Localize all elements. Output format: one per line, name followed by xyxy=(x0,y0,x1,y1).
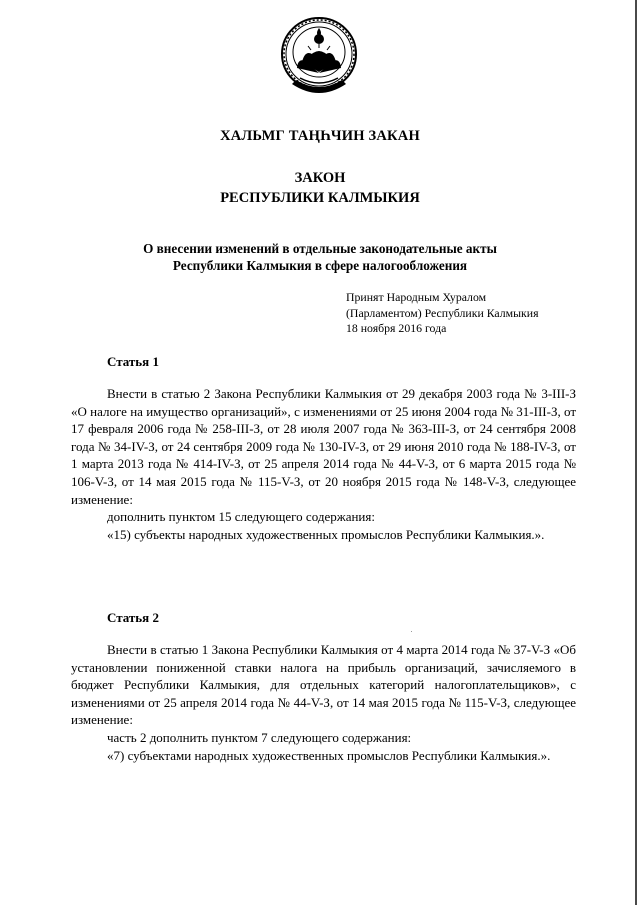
article-2-body xyxy=(71,641,576,764)
law-subject-line1: О внесении изменений в отдельные законодательные акты xyxy=(143,241,497,256)
law-title-line2: РЕСПУБЛИКИ КАЛМЫКИЯ xyxy=(220,190,420,206)
article-1-quote: «15) субъекты народных художественных промыслов Республики Калмыкия.». xyxy=(107,526,545,542)
article-2-title: Статья 2 xyxy=(107,610,159,625)
article-1-paragraph: Внести в статью 2 Закона Республики Калмыкия от 29 декабря 2003 года № 3-III-З «О налоге на имущество организаций», с изменениями от 25 июня 2004 года № 31-III-З, от 17 февраля 2006 года № 258-III-З, от 28 июля 2007 года № 363-III-З, от 24 сентября 2008 года № 34-IV-З, от 24 сентября 2009 года № 130-IV-З, от 29 июня 2010 года № 188-IV-З, от 1 марта 2013 года № 414-IV-З, от 25 апреля 2014 года № 44-V-З, от 6 марта 2015 года № 106-V-З, от 14 мая 2015 года № 115-V-З, от 20 ноября 2015 года № 148-V-З, следующее изменение: xyxy=(71,386,576,507)
scan-speck xyxy=(411,631,412,632)
article-2-paragraph: Внести в статью 1 Закона Республики Калмыкия от 4 марта 2014 года № 37-V-З «Об установлении пониженной ставки налога на прибыль организаций, зачисляемого в бюджет Республики Калмыкия, для отдельных категорий налогоплательщиков», с изменениями от 25 апреля 2014 года № 44-V-З, от 14 мая 2015 года № 115-V-З, следующее изменение: xyxy=(71,642,576,728)
article-2-quote: «7) субъектами народных художественных промыслов Республики Калмыкия.». xyxy=(107,747,551,763)
adoption-line1: Принят Народным Хуралом xyxy=(346,290,487,304)
law-subject-line2: Республики Калмыкия в сфере налогообложения xyxy=(172,258,468,273)
adoption-line2: (Парламентом) Республики Калмыкия xyxy=(346,305,539,320)
coat-of-arms-icon xyxy=(278,14,360,102)
adoption-note xyxy=(346,290,596,337)
article-2-instruction: часть 2 дополнить пунктом 7 следующего содержания: xyxy=(107,729,412,745)
law-title-line1: ЗАКОН xyxy=(294,170,346,186)
law-title xyxy=(0,168,640,208)
article-1-body xyxy=(71,385,576,543)
article-1-title: Статья 1 xyxy=(107,354,159,369)
adoption-date: 18 ноября 2016 года xyxy=(346,321,447,335)
law-subject xyxy=(0,240,640,274)
law-title-kalmyk: ХАЛЬМГ ТАҢҺЧИН ЗАКАН xyxy=(220,128,420,144)
article-1-instruction: дополнить пунктом 15 следующего содержания: xyxy=(107,509,375,525)
